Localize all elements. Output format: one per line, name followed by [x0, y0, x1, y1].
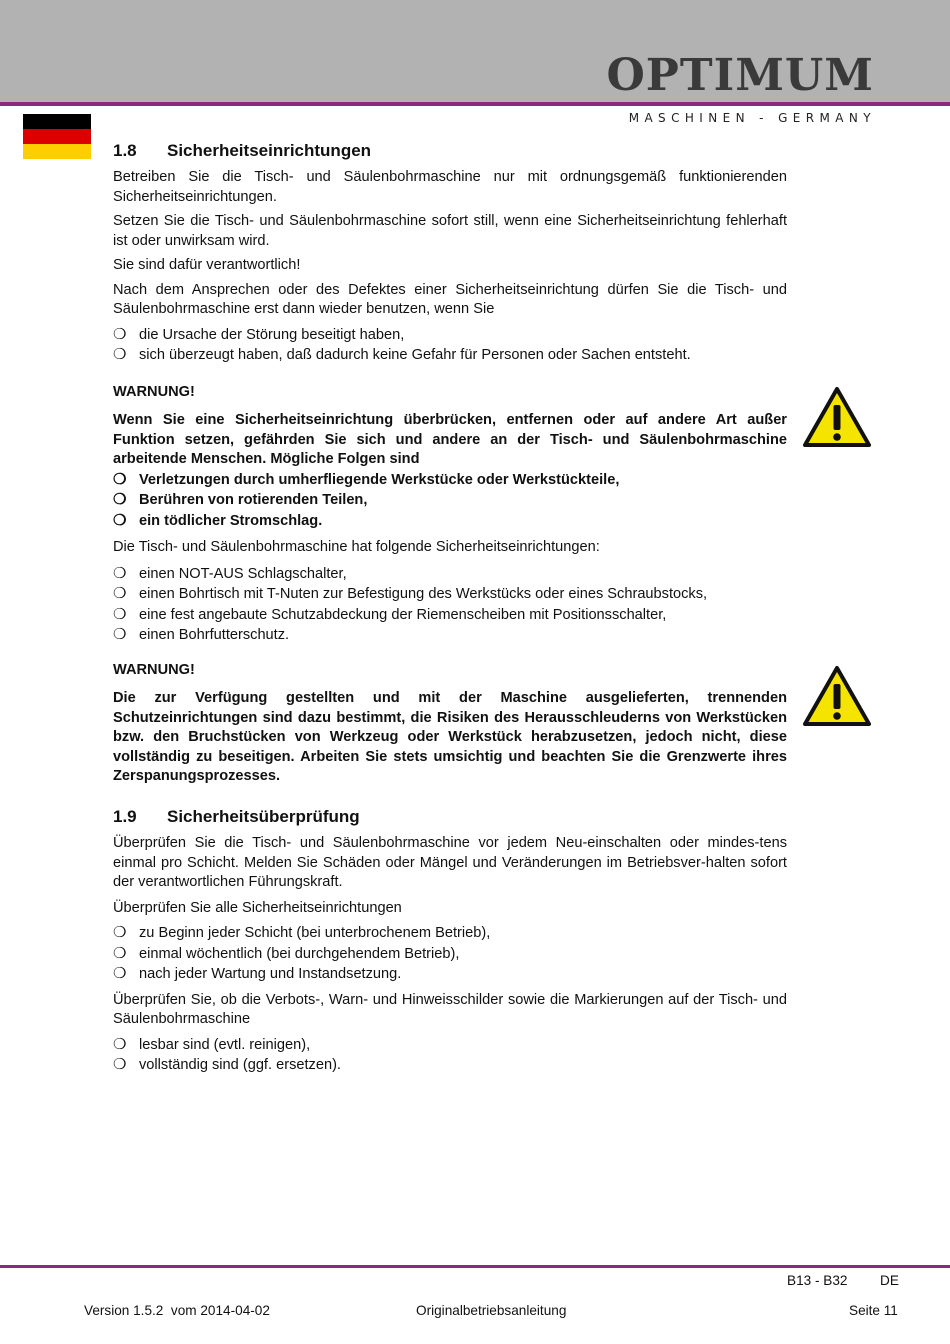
- list-item: ❍ einen Bohrfutterschutz.: [113, 625, 787, 646]
- flag-stripe-black: [23, 114, 91, 129]
- list-item: ❍ sich überzeugt haben, daß dadurch keine Gefahr für Personen oder Sachen entsteht.: [113, 345, 787, 366]
- warning-block: [113, 411, 787, 531]
- warning-label: WARNUNG!: [113, 384, 195, 400]
- bullet-list: [113, 564, 787, 646]
- paragraph: Die Tisch- und Säulenbohrmaschine hat folgende Sicherheitseinrichtungen:: [113, 539, 600, 555]
- footer-model: B13 - B32: [787, 1273, 848, 1288]
- footer-language: DE: [880, 1273, 899, 1288]
- bullet-list: [113, 1035, 787, 1076]
- section-title: Sicherheitsüberprüfung: [167, 807, 360, 826]
- list-item: ❍ Berühren von rotierenden Teilen,: [113, 490, 787, 511]
- footer-page-number: Seite 11: [849, 1303, 898, 1318]
- german-flag-icon: [23, 114, 91, 159]
- list-item: ❍ die Ursache der Störung beseitigt haben,: [113, 325, 787, 346]
- bullet-icon: ❍: [113, 944, 127, 962]
- paragraph: Überprüfen Sie die Tisch- und Säulenbohrmaschine vor jedem Neu-einschalten oder mindes-tens einmal pro Schicht. Melden Sie Schäden oder Mängel und Veränderungen im Betriebsver-halten sofort der verantwortlichen Führungskraft.: [113, 835, 787, 890]
- section-number: 1.8: [113, 141, 137, 160]
- bullet-icon: ❍: [113, 470, 127, 488]
- list-item: ❍ einen Bohrtisch mit T-Nuten zur Befestigung des Werkstücks oder eines Schraubstocks,: [113, 584, 787, 605]
- list-item: ❍ einmal wöchentlich (bei durchgehendem Betrieb),: [113, 944, 787, 965]
- flag-stripe-red: [23, 129, 91, 144]
- bullet-icon: ❍: [113, 626, 127, 643]
- footer-doc-title: Originalbetriebsanleitung: [416, 1303, 567, 1318]
- section-1-8-devices: [113, 538, 787, 646]
- section-1-9-body: [113, 834, 787, 1076]
- list-item: ❍ ein tödlicher Stromschlag.: [113, 511, 787, 532]
- section-heading-1-9: [113, 807, 360, 827]
- list-item: ❍ lesbar sind (evtl. reinigen),: [113, 1035, 787, 1056]
- list-item: ❍ einen NOT-AUS Schlagschalter,: [113, 564, 787, 585]
- section-number: 1.9: [113, 807, 137, 826]
- paragraph: Überprüfen Sie, ob die Verbots-, Warn- und Hinweisschilder sowie die Markierungen auf der Tisch- und Säulenbohrmaschine: [113, 991, 787, 1027]
- paragraph: Setzen Sie die Tisch- und Säulenbohrmaschine sofort still, wenn eine Sicherheitseinrichtung fehlerhaft ist oder unwirksam wird.: [113, 213, 787, 249]
- bullet-icon: ❍: [113, 605, 127, 623]
- paragraph: Betreiben Sie die Tisch- und Säulenbohrmaschine nur mit ordnungsgemäß funktionierenden Sicherheitseinrichtungen.: [113, 169, 787, 205]
- footer-accent-line: [0, 1265, 950, 1268]
- bullet-icon: ❍: [113, 564, 127, 582]
- paragraph: Nach dem Ansprechen oder des Defektes einer Sicherheitseinrichtung dürfen Sie die Tisch- und Säulenbohrmaschine erst dann wieder benutzen, wenn Sie: [113, 281, 787, 317]
- warning-triangle-icon: [802, 665, 872, 727]
- bullet-icon: ❍: [113, 1035, 127, 1053]
- bullet-icon: ❍: [113, 346, 127, 363]
- section-title: Sicherheitseinrichtungen: [167, 141, 372, 160]
- bullet-icon: ❍: [113, 585, 127, 602]
- bullet-icon: ❍: [113, 491, 127, 508]
- list-item: ❍ nach jeder Wartung und Instandsetzung.: [113, 964, 787, 985]
- paragraph: Sie sind dafür verantwortlich!: [113, 257, 301, 273]
- warning-text: Wenn Sie eine Sicherheitseinrichtung überbrücken, entfernen oder auf andere Art außer Funktion setzen, gefährden Sie sich und andere an der Tisch- und Säulenbohrmaschine arbeitende Menschen. Mögliche Folgen sind: [113, 412, 787, 467]
- paragraph: Überprüfen Sie alle Sicherheitseinrichtungen: [113, 899, 402, 916]
- optimum-logo: OPTIMUM: [606, 50, 874, 101]
- warning-text: Die zur Verfügung gestellten und mit der Maschine ausgelieferten, trennenden Schutzeinrichtungen sind dazu bestimmt, die Risiken des Herausschleuderns von Werkstücken bzw. den Bruchstücken von Werkzeug oder Werkstück herabzusetzen, jedoch nicht, diese vollständig zu beseitigen. Arbeiten Sie stets umsichtig und beachten Sie die Grenzwerte ihres Zerspanungsprozesses.: [113, 690, 787, 784]
- bullet-icon: ❍: [113, 924, 127, 941]
- bullet-icon: ❍: [113, 965, 127, 982]
- bullet-list: [113, 923, 787, 985]
- bullet-list: [113, 325, 787, 366]
- warning-block: [113, 689, 787, 787]
- bullet-icon: ❍: [113, 325, 127, 343]
- section-heading-1-8: [113, 141, 371, 161]
- list-item: ❍ vollständig sind (ggf. ersetzen).: [113, 1055, 787, 1076]
- flag-stripe-gold: [23, 144, 91, 159]
- warning-label: WARNUNG!: [113, 662, 195, 678]
- warning-triangle-icon: [802, 386, 872, 448]
- bullet-icon: ❍: [113, 1056, 127, 1073]
- header-accent-line: [0, 102, 950, 106]
- list-item: ❍ eine fest angebaute Schutzabdeckung der Riemenscheiben mit Positionsschalter,: [113, 605, 787, 626]
- list-item: ❍ zu Beginn jeder Schicht (bei unterbrochenem Betrieb),: [113, 923, 787, 944]
- logo-tagline: MASCHINEN - GERMANY: [628, 111, 876, 125]
- section-1-8-body: [113, 168, 787, 366]
- bullet-list: [113, 470, 787, 532]
- list-item: ❍ Verletzungen durch umherfliegende Werkstücke oder Werkstückteile,: [113, 470, 787, 491]
- footer-version: Version 1.5.2 vom 2014-04-02: [84, 1303, 270, 1318]
- bullet-icon: ❍: [113, 511, 127, 529]
